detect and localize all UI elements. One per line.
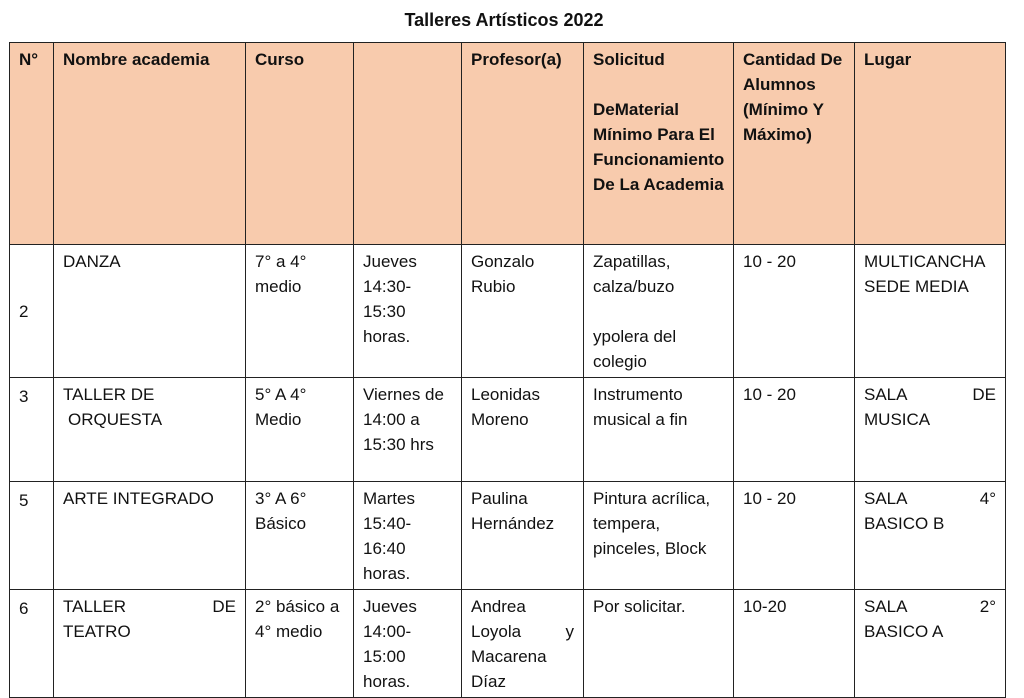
request-line: ypolera del colegio — [593, 327, 677, 371]
teacher-word: Loyola — [471, 622, 522, 641]
location-word: 2° — [979, 597, 996, 616]
row-material-request — [584, 245, 734, 378]
row-schedule: Viernes de 14:00 a 15:30 hrs — [354, 378, 462, 482]
row-course: 3° A 6° Básico — [246, 482, 354, 590]
header-student-count: Cantidad De Alumnos (Mínimo Y Máximo) — [734, 43, 855, 245]
table-row — [10, 378, 1006, 482]
row-teacher: Leonidas Moreno — [462, 378, 584, 482]
row-teacher — [462, 590, 584, 698]
row-location — [855, 482, 1006, 590]
table-row — [10, 590, 1006, 698]
location-word: BASICO A — [864, 622, 944, 641]
row-student-count: 10 - 20 — [734, 378, 855, 482]
location-word: BASICO B — [864, 514, 945, 533]
academy-name-line: ORQUESTA — [68, 410, 163, 429]
academy-name-word: TALLER — [63, 597, 126, 616]
row-student-count: 10 - 20 — [734, 482, 855, 590]
table-row — [10, 482, 1006, 590]
row-academy-name: DANZA — [54, 245, 246, 378]
row-academy-name — [54, 590, 246, 698]
row-course: 2° básico a 4° medio — [246, 590, 354, 698]
row-schedule: Martes 15:40-16:40 horas. — [354, 482, 462, 590]
row-location — [855, 590, 1006, 698]
location-word: DE — [972, 385, 996, 404]
row-academy-name — [54, 378, 246, 482]
row-teacher: Paulina Hernández — [462, 482, 584, 590]
row-academy-name: ARTE INTEGRADO — [54, 482, 246, 590]
row-student-count: 10-20 — [734, 590, 855, 698]
row-teacher: Gonzalo Rubio — [462, 245, 584, 378]
table-header-row — [10, 43, 1006, 245]
row-student-count: 10 - 20 — [734, 245, 855, 378]
row-location — [855, 378, 1006, 482]
location-word: SALA — [864, 385, 908, 404]
row-schedule: Jueves 14:00-15:00 horas. — [354, 590, 462, 698]
header-schedule — [354, 43, 462, 245]
location-word: 4° — [979, 489, 996, 508]
request-line: Zapatillas, calza/buzo — [593, 252, 675, 296]
row-course: 5° A 4° Medio — [246, 378, 354, 482]
row-number: 3 — [10, 378, 54, 482]
row-material-request: Por solicitar. — [584, 590, 734, 698]
teacher-word: Andrea — [471, 597, 526, 616]
table-row — [10, 245, 1006, 378]
header-number: N° — [10, 43, 54, 245]
row-number: 5 — [10, 482, 54, 590]
academy-name-word: TEATRO — [63, 622, 131, 641]
row-material-request: Instrumento musical a fin — [584, 378, 734, 482]
row-course: 7° a 4° medio — [246, 245, 354, 378]
teacher-word: Macarena Díaz — [471, 647, 547, 691]
row-number: 6 — [10, 590, 54, 698]
header-location: Lugar — [855, 43, 1006, 245]
header-request-label: Solicitud — [593, 50, 665, 69]
header-academy-name: Nombre academia — [54, 43, 246, 245]
header-teacher: Profesor(a) — [462, 43, 584, 245]
row-location: MULTICANCHA SEDE MEDIA — [855, 245, 1006, 378]
row-number: 2 — [10, 245, 54, 378]
location-word: SALA — [864, 597, 908, 616]
row-schedule: Jueves 14:30-15:30 horas. — [354, 245, 462, 378]
header-request-detail: DeMaterial Mínimo Para El Funcionamiento De La Academia — [593, 100, 725, 194]
workshops-table — [9, 42, 1006, 698]
header-course: Curso — [246, 43, 354, 245]
document-title: Talleres Artísticos 2022 — [404, 10, 604, 30]
row-material-request: Pintura acrílica, tempera, pinceles, Block — [584, 482, 734, 590]
header-material-request — [584, 43, 734, 245]
location-word: SALA — [864, 489, 908, 508]
academy-name-line: TALLER DE — [63, 385, 155, 404]
teacher-word: y — [565, 622, 574, 641]
location-word: MUSICA — [864, 410, 931, 429]
academy-name-word: DE — [212, 597, 236, 616]
